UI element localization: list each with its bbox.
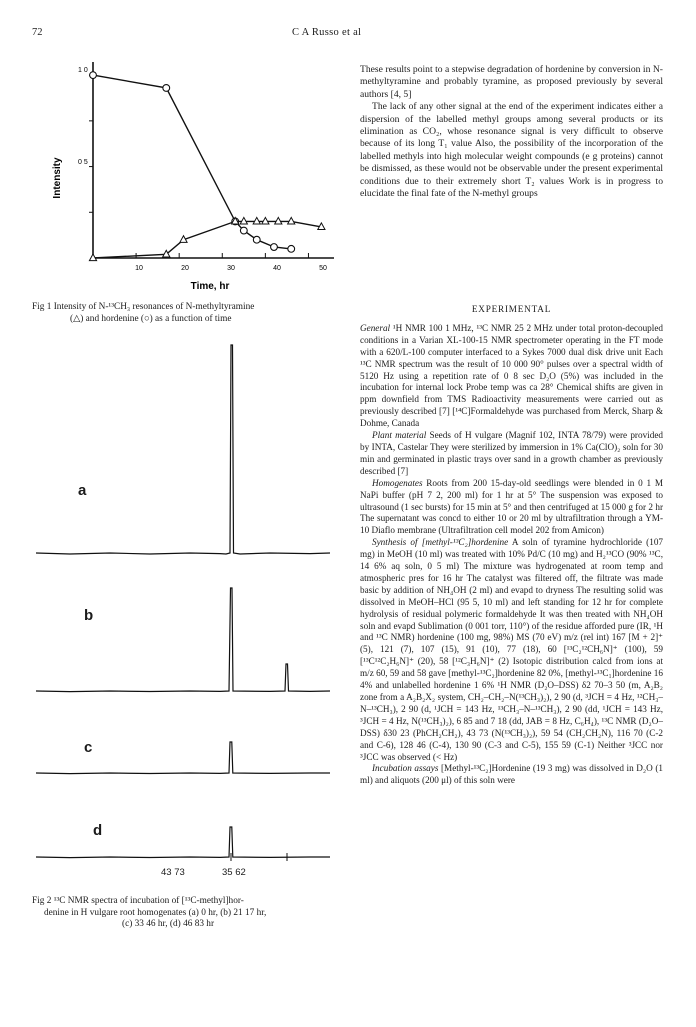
- spectrum-label-d: d: [93, 822, 103, 839]
- data-point-hordenine: [271, 244, 278, 251]
- paragraph-homogenates: [360, 478, 663, 538]
- figure1-caption: [32, 302, 344, 325]
- peak-label: 43 73: [161, 867, 185, 878]
- peak-label: 35 62: [222, 867, 246, 878]
- paragraph-plant-material: [360, 430, 663, 478]
- figure1-x-tick-label: 40: [273, 265, 281, 272]
- figure2-spectra: [30, 335, 340, 880]
- spectrum-label-a: a: [78, 482, 87, 499]
- paragraph-heading: General: [360, 322, 391, 333]
- figure1-caption-line: (△) and hordenine (○) as a function of time: [70, 313, 232, 324]
- figure1-y-tick-label: 0 5: [78, 159, 88, 166]
- paragraph-body: A soln of tyramine hydrochloride (107 mg) in MeOH (10 ml) was treated with 10% Pd/C (10 mg) and H₂¹³CO (90% ¹³C, 14 6% aq soln, 0 5 ml) The mixture was hydrogenated at room temp and atmospheric pres for 16 hr The catalyst was filtered off, the filtrate was made basic by addition of NH₄OH (2 ml) and evapd to dryness The resulting solid was dissolved in MeOH–HCl (95 5, 10 ml) and left standing for 12 hr for complete hydrolysis of residual polymeric formaldehyde It was then treated with NH₄OH soln and evapd Sublimation (0 001 torr, 110°) of the residue afforded pure (IR, ¹H and ¹³C NMR) hordenine (100 mg, 98%) MS (70 eV) m/z (rel int) 167 [M + 2]⁺ (5), 121 (7), 107 (15), 91 (10), 77 (18), 60 [¹³C₂¹²CH₆N]⁺ (100), 59 [¹³C¹²C₂H₆N]⁺ (20), 58 [¹²C₃H₆N]⁺ (2) Isotopic distribution calcd from ions at m/z 60, 59 and 58 gave [methyl-¹³C₂]hordenine 82 0%, [methyl-¹³C₁]hordenine 16 4% and unlabelled hordenine 1 6% ¹H NMR (D₂O–DSS) δ2 70–3 50 (m, A₂B₂ zone from a A₂B₂X₂ system, CH₂–CH₂–N(¹³CH₃)₂), 2 90 (d, ³JCH = 4 Hz, ¹²CH₃–N–¹³CH₃), 2 90 (d, ¹JCH = 143 Hz, ¹³CH₃–N–¹³CH₃), 2 90 (dd, ¹JCH = 143 Hz, ³JCH = 4 Hz, N(¹³CH₃)₂), 6 85 and 7 18 (dd, JAB = 8 Hz, C₆H₄), ¹³C NMR (D₂O–DSS) δ30 23 (PhCH₂CH₂), 43 73 (N(¹³CH₃)₂), 59 54 (CH₂CH₂N), 116 70 (C-2 and C-6), 128 46 (C-4), 130 90 (C-3 and C-5), 155 59 (C-1) Neither ³JCC nor ³JCC was observed (< Hz): [360, 537, 664, 762]
- data-point-hordenine: [253, 236, 260, 243]
- results-text: [360, 64, 663, 200]
- paragraph-heading: Incubation assays: [372, 763, 439, 774]
- spectrum-c: [36, 742, 330, 774]
- running-head: C A Russo et al: [292, 27, 362, 38]
- paragraph-heading: Synthesis of [methyl-¹³C₂]hordenine: [372, 537, 509, 548]
- spectrum-label-b: b: [84, 607, 94, 624]
- spectrum-a: [36, 345, 330, 554]
- spectrum-d: [36, 827, 330, 858]
- paragraph-heading: Plant material: [372, 430, 427, 441]
- paragraph-general: [360, 323, 663, 430]
- figure1-chart: [30, 58, 340, 298]
- paragraph-body: Roots from 200 15-day-old seedlings were blended in 0 1 M NaPi buffer (pH 7 2, 200 ml) for 1 hr at 5° The suspension was exposed to ultrasound (1 sec bursts) for 15 min at 5° and then centrifuged at 15 000 g for 2 hr The supernatant was concd to either 10 or 20 ml by ultrafiltration through a YM-10 Diaflo membrane (Ultrafiltration cell model 202 from Amicon): [360, 477, 663, 536]
- figure2-caption: [32, 896, 344, 931]
- data-point-hordenine: [240, 227, 247, 234]
- spectrum-label-c: c: [84, 739, 93, 756]
- page-number: 72: [32, 27, 43, 38]
- paragraph-body: ¹H NMR 100 1 MHz, ¹³C NMR 25 2 MHz under total proton-decoupled conditions in a Varian XL-100-15 NMR spectrometer operating in the FT mode with a 620/L-100 computer interfaced to a Sykes 7000 dual disk drive unit Each ¹³C NMR spectrum was the result of 10 000 90° pulses over a spectral width of 5120 Hz using a repetition rate of 0 8 sec D₂O (5%) was included in the incubation for internal lock Probe temp was ca 28° Chemical shifts are given in ppm downfield from TMS Radioactivity measurements were carried out as previously described [7] [¹⁴C]Formaldehyde was purchased from Merck, Sharp & Dohme, Canada: [360, 322, 663, 429]
- experimental-section: [360, 304, 663, 787]
- data-point-hordenine: [163, 85, 170, 92]
- series-line-hordenine: [93, 75, 291, 249]
- figure1-y-tick-label: 1 0: [78, 67, 88, 74]
- paragraph-synthesis: [360, 537, 663, 763]
- spectrum-b: [36, 588, 330, 692]
- paragraph-body: [Methyl-¹³C₂]Hordenine (19 3 mg) was dissolved in D₂O (1 ml) and aliquots (200 μl) of this soln were: [360, 763, 664, 786]
- data-point-hordenine: [288, 245, 295, 252]
- paragraph: The lack of any other signal at the end of the experiment indicates either a dispersion of the labelled methyl groups among several products or its elimination as CO₂, whose resonance signal is very difficult to observe because of its long T₁ value Also, the possibility of the incorporation of the labelled methyls into high molecular weight compounds (e g proteins) cannot be dismissed, as these would not be observable under the present experimental conditions due to their extremely short T₂ values Work is in progress to elucidate the final fate of the N-methyl groups: [360, 101, 663, 200]
- figure1-x-tick-label: 50: [319, 265, 327, 272]
- figure1-x-tick-label: 10: [135, 265, 143, 272]
- paragraph-incubation: [360, 763, 663, 787]
- figure1-caption-line: Fig 1 Intensity of N-¹³CH₃ resonances of N-methyltyramine: [32, 302, 255, 312]
- figure2-caption-line: denine in H vulgare root homogenates (a) 0 hr, (b) 21 17 hr,: [44, 907, 267, 918]
- data-point-hordenine: [90, 72, 97, 79]
- paragraph-body: Seeds of H vulgare (Magnif 102, INTA 78/79) were provided by INTA, Castelar They were sterilized by immersion in 1% Ca(ClO)₂ soln for 30 min and germinated in plastic trays over sand in a growth chamber as previously described [7]: [360, 430, 663, 476]
- figure1-x-axis-label: Time, hr: [190, 281, 230, 292]
- paragraph-heading: Homogenates: [372, 477, 423, 488]
- figure1-x-tick-label: 30: [227, 265, 235, 272]
- series-line-N-methyltyramine: [93, 221, 321, 258]
- figure1-y-axis-label: Intensity: [52, 157, 63, 199]
- figure2-caption-line: Fig 2 ¹³C NMR spectra of incubation of [¹³C-methyl]hor-: [32, 896, 244, 906]
- section-title: EXPERIMENTAL: [471, 304, 552, 314]
- paragraph: These results point to a stepwise degradation of hordenine by conversion in N-methyltyramine and probably tyramine, as proposed previously by several authors [4, 5]: [360, 64, 663, 100]
- figure2-caption-line: (c) 33 46 hr, (d) 46 83 hr: [122, 919, 215, 930]
- figure1-x-tick-label: 20: [181, 265, 189, 272]
